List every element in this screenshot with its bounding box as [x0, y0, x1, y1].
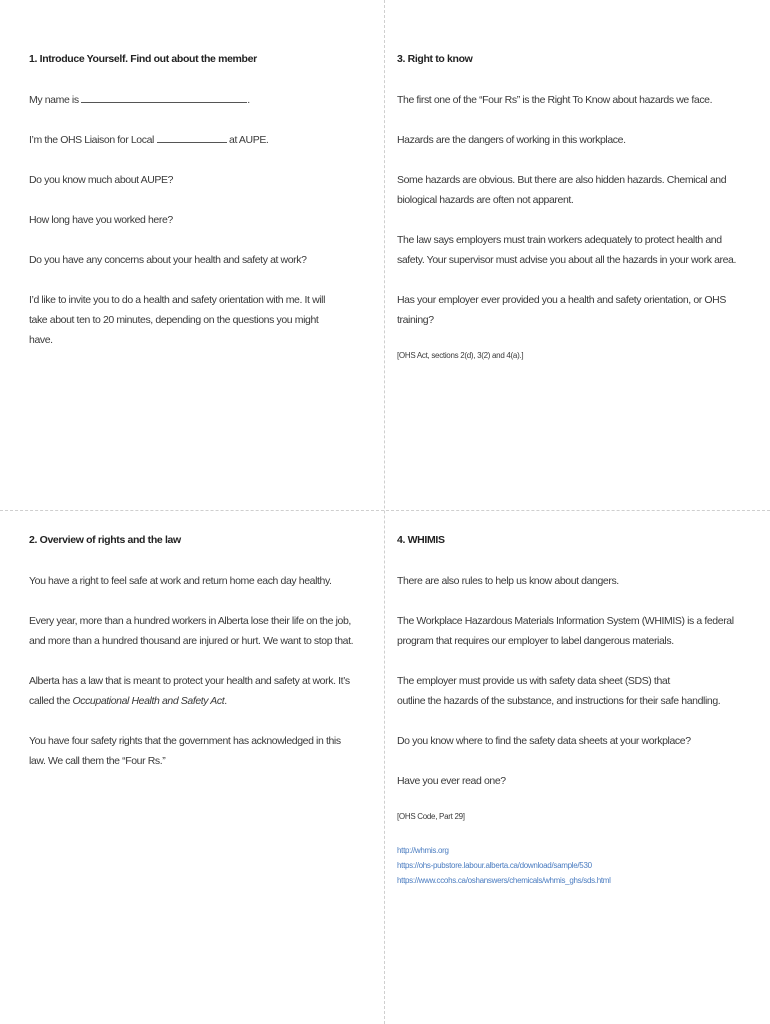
rules-intro: There are also rules to help us know about dangers.	[397, 575, 619, 587]
sds-location-question: Do you know where to find the safety data sheets at your workplace?	[397, 735, 691, 747]
local-blank	[157, 132, 227, 143]
name-blank	[81, 92, 247, 103]
ohs-act-period: .	[224, 695, 227, 707]
orientation-invite: I’d like to invite you to do a health and safety orientation with me. It will take about ten to 20 minutes, depending on the questions you might have.	[29, 294, 326, 346]
card-title: 2. Overview of rights and the law	[29, 534, 181, 546]
card-right-to-know	[397, 52, 747, 382]
horizontal-cut-line	[0, 510, 770, 511]
vertical-cut-line	[384, 0, 385, 1024]
whimis-definition: The Workplace Hazardous Materials Information System (WHIMIS) is a federal program that requires our employer to label dangerous materials.	[397, 615, 734, 647]
card-title: 3. Right to know	[397, 53, 473, 65]
hidden-hazards: Some hazards are obvious. But there are also hidden hazards. Chemical and biological hazards are often not apparent.	[397, 174, 727, 206]
sds-requirement	[397, 671, 747, 711]
right-to-feel-safe: You have a right to feel safe at work and return home each day healthy.	[29, 575, 332, 587]
card-title: 4. WHIMIS	[397, 534, 445, 546]
sds-line-2: outline the hazards of the substance, and instructions for their safe handling.	[397, 695, 721, 707]
name-prefix: My name is	[29, 94, 79, 106]
card-whimis	[397, 533, 747, 888]
link-alberta-pubstore[interactable]: https://ohs-pubstore.labour.alberta.ca/download/sample/530	[397, 861, 592, 870]
liaison-line	[29, 130, 359, 150]
orientation-question: Has your employer ever provided you a health and safety orientation, or OHS training?	[397, 294, 726, 326]
sds-line-1: The employer must provide us with safety data sheet (SDS) that	[397, 675, 670, 687]
resource-links	[397, 843, 747, 888]
card-overview-rights	[29, 533, 359, 791]
ohs-act-reference: [OHS Act, sections 2(d), 3(2) and 4(a).]	[397, 351, 524, 360]
card-title: 1. Introduce Yourself. Find out about the member	[29, 53, 257, 65]
question-tenure: How long have you worked here?	[29, 214, 173, 226]
four-rs-intro: The first one of the “Four Rs” is the Right To Know about hazards we face.	[397, 94, 713, 106]
employer-training: The law says employers must train workers adequately to protect health and safety. Your supervisor must advise you about all the hazards in your work area.	[397, 234, 737, 266]
ohs-act-paragraph	[29, 671, 359, 711]
liaison-suffix: at AUPE.	[229, 134, 269, 146]
card-introduce-yourself	[29, 52, 359, 370]
link-whmis-org[interactable]: http://whmis.org	[397, 846, 449, 855]
ohs-act-title: Occupational Health and Safety Act	[72, 695, 225, 707]
name-suffix: .	[247, 94, 250, 106]
liaison-prefix: I’m the OHS Liaison for Local	[29, 134, 154, 146]
ohs-code-reference: [OHS Code, Part 29]	[397, 812, 465, 821]
four-rights-paragraph: You have four safety rights that the government has acknowledged in this law. We call them the “Four Rs.”	[29, 735, 341, 767]
name-line	[29, 90, 359, 110]
question-aupe: Do you know much about AUPE?	[29, 174, 174, 186]
hazards-definition: Hazards are the dangers of working in this workplace.	[397, 134, 626, 146]
question-concerns: Do you have any concerns about your health and safety at work?	[29, 254, 307, 266]
worker-statistics: Every year, more than a hundred workers in Alberta lose their life on the job, and more than a hundred thousand are injured or hurt. We want to stop that.	[29, 615, 354, 647]
link-ccohs-sds[interactable]: https://www.ccohs.ca/oshanswers/chemicals/whmis_ghs/sds.html	[397, 876, 611, 885]
sds-read-question: Have you ever read one?	[397, 775, 506, 787]
ohs-act-text: Alberta has a law that is meant to protect your health and safety at work. It’s called the	[29, 675, 350, 707]
